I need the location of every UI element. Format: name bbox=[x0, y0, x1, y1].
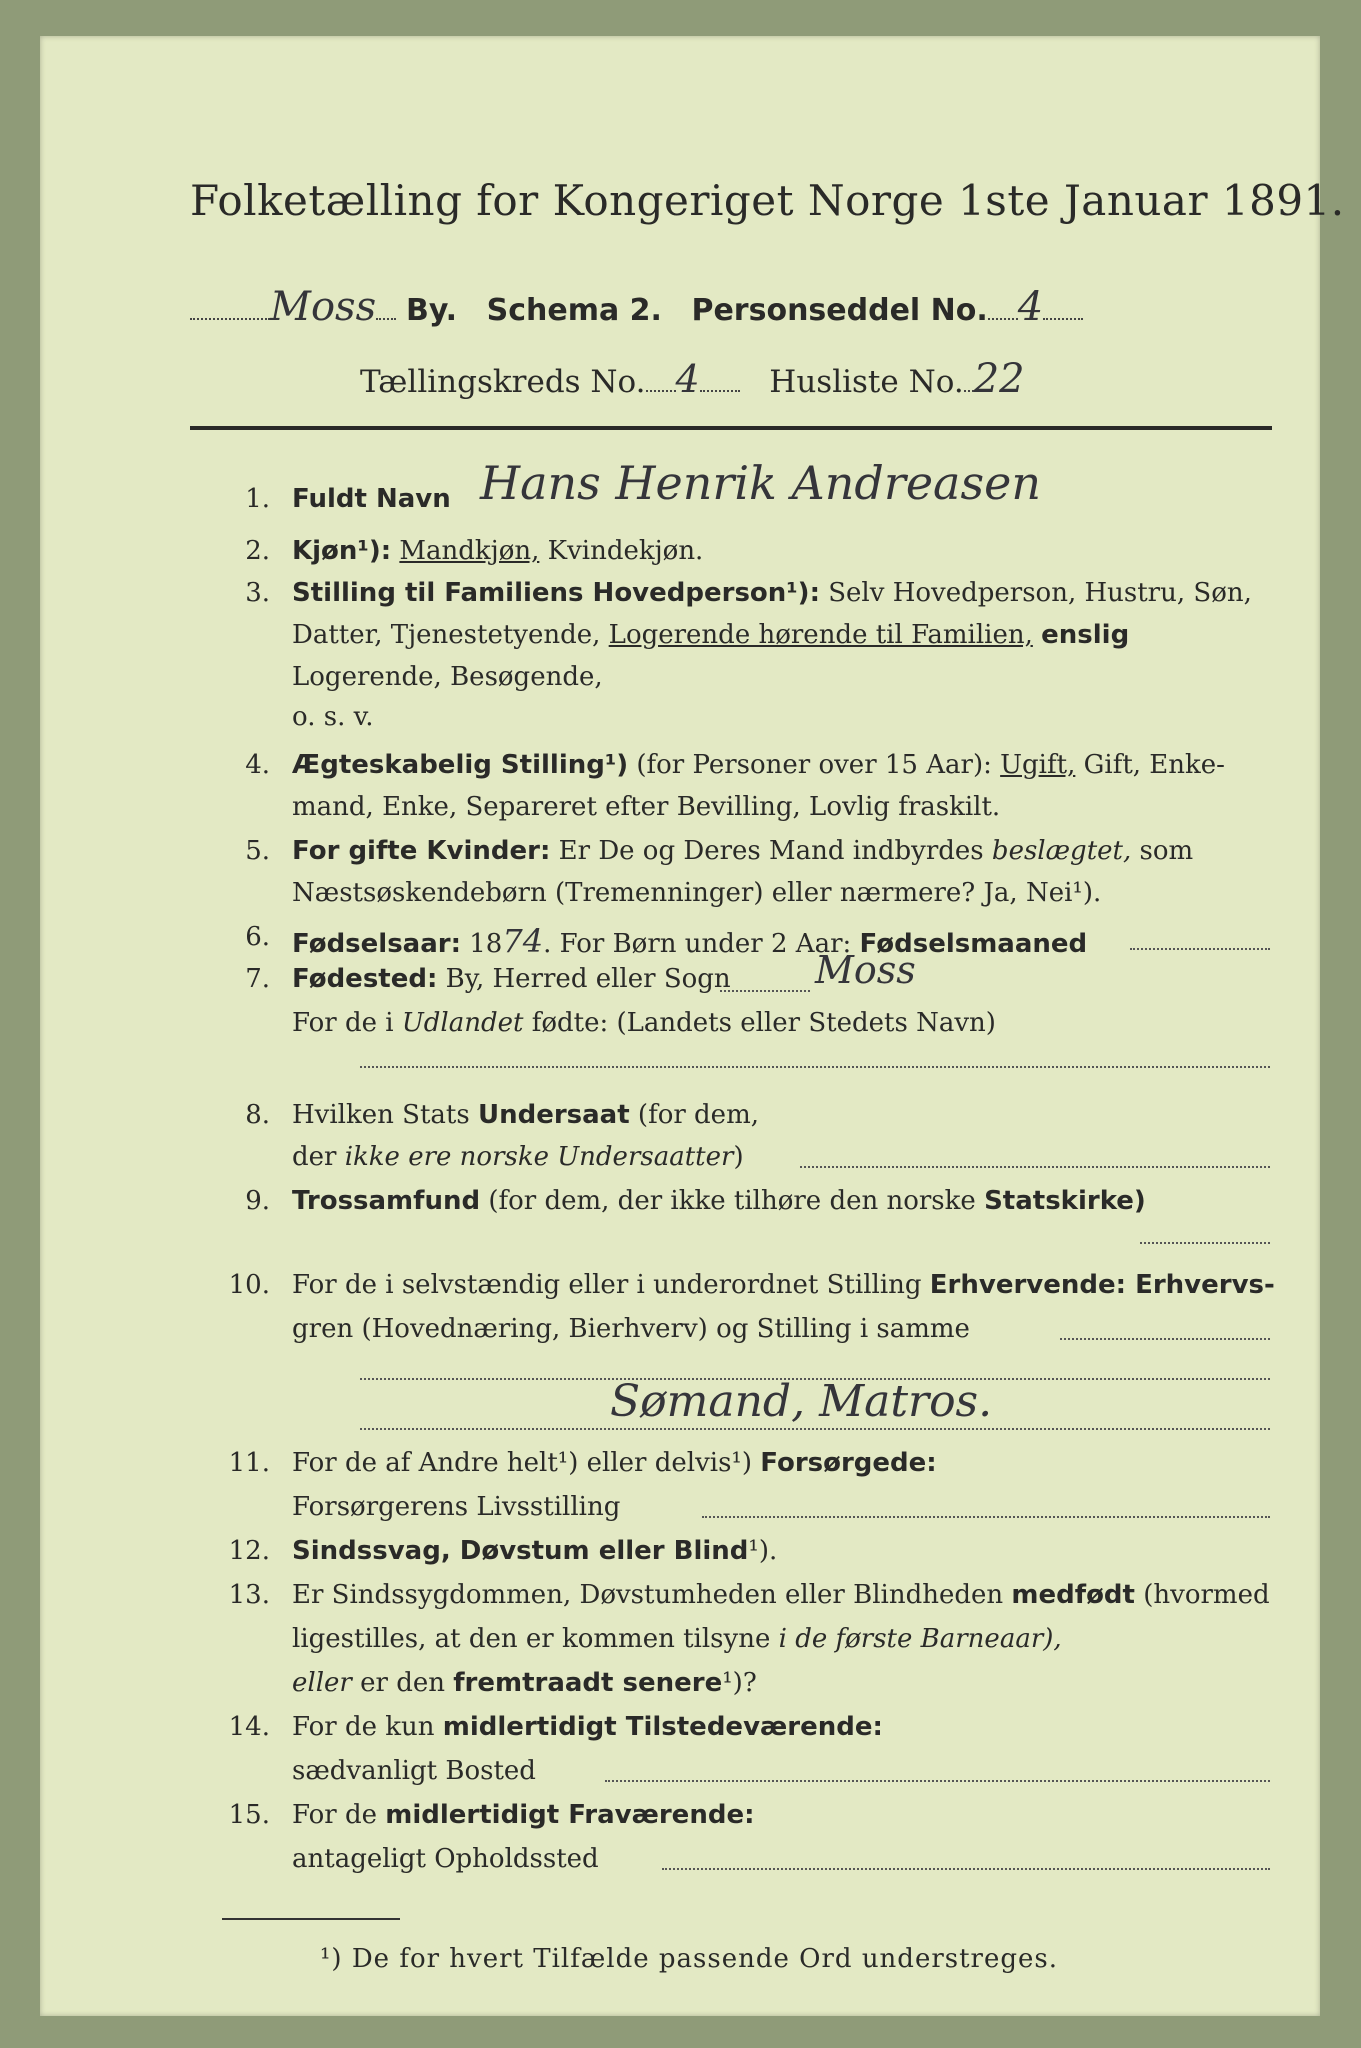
item-11-line-1: For de af Andre helt¹) eller delvis¹) Forsørgede: bbox=[292, 1448, 937, 1478]
header-line-kreds bbox=[360, 356, 1260, 402]
item-number: 9. bbox=[245, 1186, 270, 1216]
item-8-line-2: der ikke ere norske Undersaatter) bbox=[292, 1142, 744, 1172]
by-value: Moss bbox=[270, 284, 377, 330]
item-13-line-3: eller er den fremtraadt senere¹)? bbox=[292, 1668, 757, 1698]
dot-leader bbox=[376, 292, 396, 320]
item-number: 10. bbox=[228, 1270, 270, 1300]
selected-option: Ugift, bbox=[1000, 750, 1076, 780]
item-number: 5. bbox=[245, 836, 270, 866]
item-number: 7. bbox=[245, 964, 270, 994]
form-title: Folketælling for Kongeriget Norge 1ste Januar 1891. bbox=[190, 176, 1345, 225]
item-5-line-2: Næstsøskendebørn (Tremenninger) eller nærmere? Ja, Nei¹). bbox=[292, 878, 1102, 908]
item-9-line: Trossamfund (for dem, der ikke tilhøre den norske Statskirke) bbox=[292, 1186, 1146, 1216]
item-5-line-1: For gifte Kvinder: Er De og Deres Mand indbyrdes beslægtet, som bbox=[292, 836, 1194, 866]
dot-leader bbox=[720, 990, 810, 992]
census-form-sheet bbox=[40, 36, 1345, 2016]
item-13-line-1: Er Sindssygdommen, Døvstumheden eller Blindheden medfødt (hvormed bbox=[292, 1580, 1270, 1610]
item-number: 12. bbox=[228, 1536, 270, 1566]
dot-leader bbox=[700, 364, 740, 392]
item-7-line-1: Fødested: By, Herred eller Sogn bbox=[292, 964, 731, 994]
item-number: 14. bbox=[228, 1712, 270, 1742]
item-2-text: Kjøn¹): Mandkjøn, Kvindekjøn. bbox=[292, 536, 704, 566]
birth-year-value: 74 bbox=[502, 922, 544, 960]
personseddel-label: Personseddel No. bbox=[691, 293, 988, 328]
husliste-label: Husliste No. bbox=[769, 364, 964, 400]
item-number: 3. bbox=[245, 578, 270, 608]
item-11-line-2: Forsørgerens Livsstilling bbox=[292, 1492, 621, 1522]
item-4-line-2: mand, Enke, Separeret efter Bevilling, Lovlig fraskilt. bbox=[292, 792, 1001, 822]
blank-answer-line bbox=[360, 1066, 1270, 1068]
item-3-line-3: Logerende, Besøgende, bbox=[292, 662, 603, 692]
blank-answer-line bbox=[662, 1868, 1270, 1870]
header-line-by bbox=[190, 284, 1270, 330]
dot-leader bbox=[988, 292, 1018, 320]
dot-leader bbox=[1060, 1338, 1270, 1340]
item-number: 8. bbox=[245, 1100, 270, 1130]
item-14-line-2: sædvanligt Bosted bbox=[292, 1756, 536, 1786]
item-number: 1. bbox=[245, 484, 270, 514]
dot-leader bbox=[646, 364, 676, 392]
husliste-value: 22 bbox=[973, 356, 1025, 402]
item-3-line-1: Stilling til Familiens Hovedperson¹): Selv Hovedperson, Hustru, Søn, bbox=[292, 578, 1252, 608]
item-4-line-1: Ægteskabelig Stilling¹) (for Personer over 15 Aar): Ugift, Gift, Enke- bbox=[292, 750, 1225, 780]
item-number: 6. bbox=[245, 922, 270, 952]
dot-leader bbox=[190, 292, 270, 320]
blank-answer-line bbox=[1140, 1242, 1270, 1244]
item-7-line-2: For de i Udlandet fødte: (Landets eller Stedets Navn) bbox=[292, 1008, 996, 1038]
occupation-value: Sømand, Matros. bbox=[610, 1376, 993, 1427]
blank-answer-line bbox=[605, 1780, 1270, 1782]
dot-leader bbox=[964, 364, 974, 392]
item-number: 4. bbox=[245, 750, 270, 780]
personseddel-value: 4 bbox=[1017, 284, 1044, 330]
header-rule bbox=[190, 426, 1272, 430]
blank-answer-line bbox=[800, 1166, 1270, 1168]
footnote: ¹) De for hvert Tilfælde passende Ord understreges. bbox=[320, 1944, 1059, 1974]
dot-leader bbox=[1130, 948, 1270, 950]
item-3-line-2: Datter, Tjenestetyende, Logerende hørende til Familien, enslig bbox=[292, 620, 1130, 650]
item-number: 15. bbox=[228, 1800, 270, 1830]
kreds-value: 4 bbox=[675, 357, 700, 401]
item-8-line-1: Hvilken Stats Undersaat (for dem, bbox=[292, 1100, 759, 1130]
selected-option: Mandkjøn, bbox=[399, 536, 540, 566]
full-name-value: Hans Henrik Andreasen bbox=[480, 456, 1041, 510]
item-12-line: Sindssvag, Døvstum eller Blind¹). bbox=[292, 1536, 778, 1566]
dot-leader bbox=[1043, 292, 1083, 320]
footnote-rule bbox=[222, 1918, 400, 1920]
item-15-line-2: antageligt Opholdssted bbox=[292, 1844, 599, 1874]
blank-answer-line bbox=[702, 1516, 1270, 1518]
item-6-line: Fødselsaar: 1874. For Børn under 2 Aar: Fødselsmaaned bbox=[292, 922, 1088, 960]
item-10-line-2: gren (Hovednæring, Bierhverv) og Stilling i samme bbox=[292, 1314, 970, 1344]
item-13-line-2: ligestilles, at den er kommen tilsyne i de første Barneaar), bbox=[292, 1624, 1062, 1654]
item-number: 2. bbox=[245, 536, 270, 566]
schema-label: Schema 2. bbox=[486, 293, 662, 328]
by-label: By. bbox=[405, 293, 458, 328]
item-number: 13. bbox=[228, 1580, 270, 1610]
item-1-label: Fuldt Navn bbox=[292, 484, 451, 514]
item-10-line-1: For de i selvstændig eller i underordnet Stilling Erhvervende: Erhvervs- bbox=[292, 1270, 1275, 1300]
item-14-line-1: For de kun midlertidigt Tilstedeværende: bbox=[292, 1712, 883, 1742]
item-3-line-4: o. s. v. bbox=[292, 702, 374, 732]
birthplace-value: Moss bbox=[815, 948, 916, 992]
item-15-line-1: For de midlertidigt Fraværende: bbox=[292, 1800, 755, 1830]
blank-answer-line bbox=[360, 1428, 1270, 1430]
kreds-label: Tællingskreds No. bbox=[360, 364, 646, 400]
selected-option: Logerende hørende til Familien, bbox=[608, 620, 1033, 650]
item-number: 11. bbox=[228, 1448, 270, 1478]
